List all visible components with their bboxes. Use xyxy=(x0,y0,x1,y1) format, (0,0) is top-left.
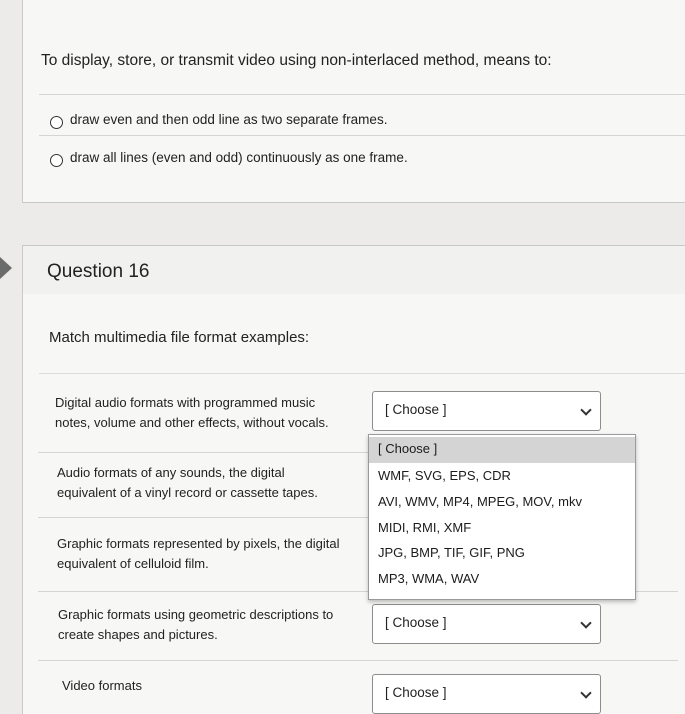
divider xyxy=(38,517,370,518)
divider xyxy=(39,373,685,374)
question-16-instruction: Match multimedia file format examples: xyxy=(49,329,310,346)
dropdown-option-vector-graphics[interactable]: WMF, SVG, EPS, CDR xyxy=(378,468,511,483)
question-16-title: Question 16 xyxy=(47,261,150,282)
match-prompt-3-line-2: equivalent of celluloid film. xyxy=(57,556,209,571)
match-prompt-1-line-2: notes, volume and other effects, without vocals. xyxy=(55,415,329,430)
option-1-label: draw even and then odd line as two separate frames. xyxy=(70,112,388,127)
match-prompt-3 xyxy=(57,534,369,574)
radio-button-option-2[interactable] xyxy=(50,154,63,167)
match-select-1[interactable] xyxy=(372,391,601,431)
match-prompt-5-line-1: Video formats xyxy=(62,678,142,693)
dropdown-option-midi[interactable]: MIDI, RMI, XMF xyxy=(378,520,472,535)
dropdown-option-choose[interactable]: [ Choose ] xyxy=(378,441,438,456)
match-select-5-value: [ Choose ] xyxy=(385,685,447,700)
question-16-header xyxy=(22,245,685,295)
divider xyxy=(39,135,685,136)
divider xyxy=(39,94,685,95)
match-prompt-2-line-2: equivalent of a vinyl record or cassette tapes. xyxy=(57,485,318,500)
current-question-indicator-icon xyxy=(0,257,12,279)
radio-button-option-1[interactable] xyxy=(50,116,63,129)
chevron-down-icon xyxy=(580,687,591,698)
match-select-4[interactable] xyxy=(372,604,601,644)
match-dropdown-list xyxy=(368,434,636,600)
match-prompt-5 xyxy=(62,676,142,696)
dropdown-option-video[interactable]: AVI, WMV, MP4, MPEG, MOV, mkv xyxy=(378,494,582,509)
match-prompt-1 xyxy=(55,393,365,433)
match-prompt-4 xyxy=(58,605,368,645)
match-select-1-value: [ Choose ] xyxy=(385,402,447,417)
divider xyxy=(38,660,678,661)
question-15-card xyxy=(22,0,685,203)
match-prompt-2-line-1: Audio formats of any sounds, the digital xyxy=(57,465,285,480)
chevron-down-icon xyxy=(580,404,591,415)
match-prompt-1-line-1: Digital audio formats with programmed music xyxy=(55,395,316,410)
divider xyxy=(38,452,370,453)
match-select-5[interactable] xyxy=(372,674,601,714)
match-prompt-4-line-1: Graphic formats using geometric descriptions to xyxy=(58,607,334,622)
question-15-text: To display, store, or transmit video using non-interlaced method, means to: xyxy=(41,52,552,69)
chevron-down-icon xyxy=(580,617,591,628)
match-prompt-3-line-1: Graphic formats represented by pixels, the digital xyxy=(57,536,340,551)
match-prompt-4-line-2: create shapes and pictures. xyxy=(58,627,218,642)
match-select-4-value: [ Choose ] xyxy=(385,615,447,630)
match-prompt-2 xyxy=(57,463,357,503)
dropdown-option-audio[interactable]: MP3, WMA, WAV xyxy=(378,571,480,586)
option-2-label: draw all lines (even and odd) continuously as one frame. xyxy=(70,150,408,165)
dropdown-option-raster-graphics[interactable]: JPG, BMP, TIF, GIF, PNG xyxy=(378,545,525,560)
option-1[interactable] xyxy=(45,111,685,131)
option-2[interactable] xyxy=(45,149,685,169)
